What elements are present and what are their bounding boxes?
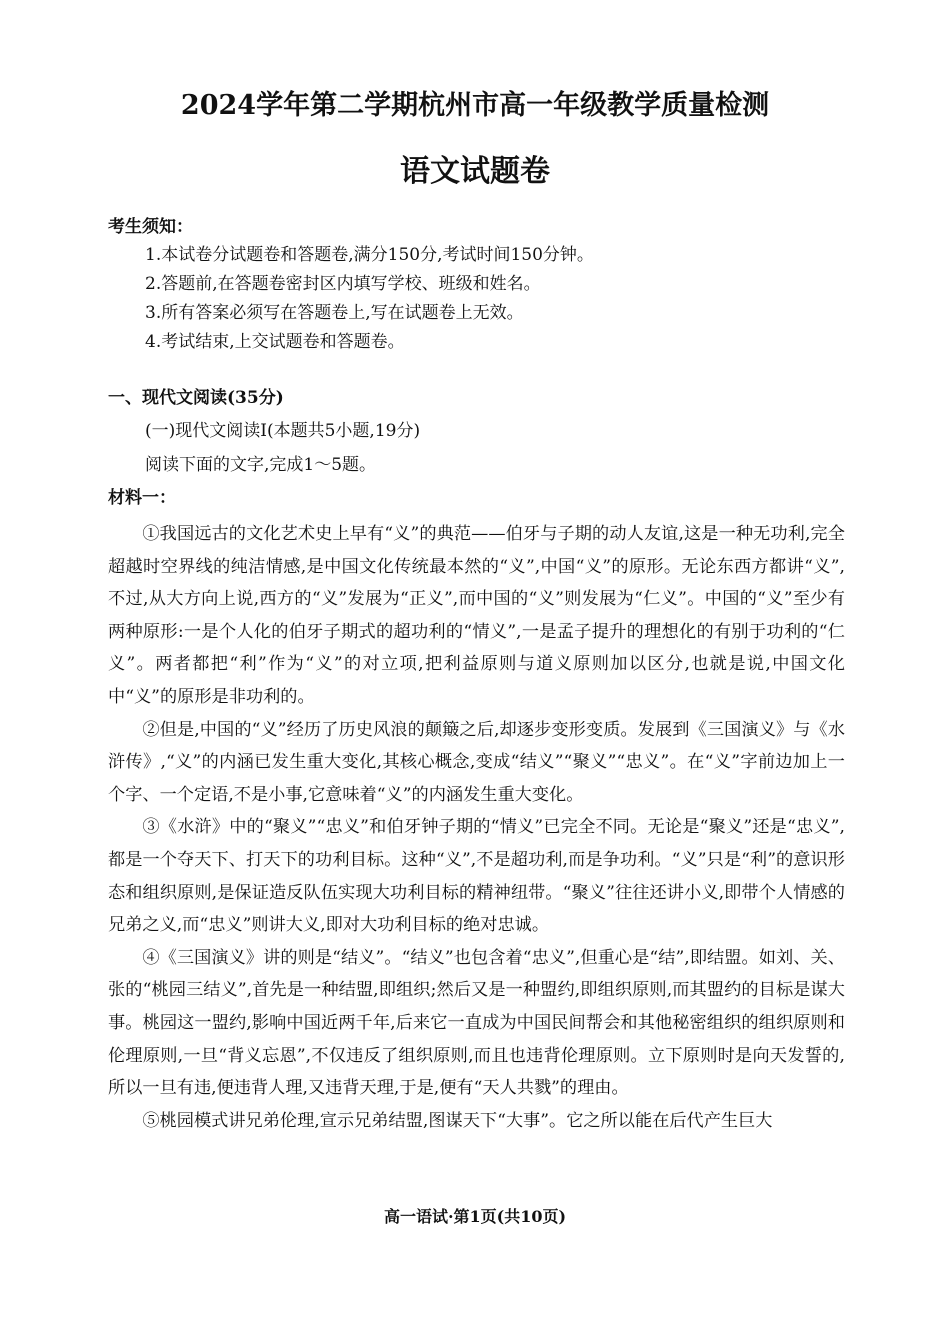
passage-paragraph: ①我国远古的文化艺术史上早有“义”的典范——伯牙与子期的动人友谊,这是一种无功利,完全超越时空界线的纯洁情感,是中国文化传统最本然的“义”,中国“义”的原形。无论东西方都讲“义”,不过,从大方向上说,西方的“义”发展为“正义”,而中国的“义”则发展为“仁义”。中国的“义”至少有两种原形:一是个人化的伯牙子期式的超功利的“情义”,一是孟子提升的理想化的有别于功利的“仁义”。两者都把“利”作为“义”的对立项,把利益原则与道义原则加以区分,也就是说,中国文化中“义”的原形是非功利的。 bbox=[108, 524, 845, 707]
section-instruction: 阅读下面的文字,完成1～5题。 bbox=[145, 455, 377, 475]
passage-paragraph: ②但是,中国的“义”经历了历史风浪的颠簸之后,却逐步变形变质。发展到《三国演义》与《水浒传》,“义”的内涵已发生重大变化,其核心概念,变成“结义”“聚义”“忠义”。在“义”字前边加上一个字、一个定语,不是小事,它意味着“义”的内涵发生重大变化。 bbox=[108, 719, 845, 805]
notice-item: 3.所有答案必须写在答题卷上,写在试题卷上无效。 bbox=[145, 303, 524, 323]
passage-paragraph: ⑤桃园模式讲兄弟伦理,宣示兄弟结盟,图谋天下“大事”。它之所以能在后代产生巨大 bbox=[142, 1110, 773, 1131]
notice-heading: 考生须知： bbox=[108, 217, 193, 237]
passage-paragraph: ③《水浒》中的“聚义”“忠义”和伯牙钟子期的“情义”已完全不同。无论是“聚义”还是“忠义”,都是一个夺天下、打天下的功利目标。这种“义”,不是超功利,而是争功利。“义”只是“利”的意识形态和组织原则,是保证造反队伍实现大功利目标的精神纽带。“聚义”往往还讲小义,即带个人情感的兄弟之义,而“忠义”则讲大义,即对大功利目标的绝对忠诚。 bbox=[108, 817, 845, 936]
page-footer: 高一语试·第1页(共10页) bbox=[383, 1207, 567, 1226]
passage-paragraph: ④《三国演义》讲的则是“结义”。“结义”也包含着“忠义”,但重心是“结”,即结盟。如刘、关、张的“桃园三结义”,首先是一种结盟,即组织;然后又是一种盟约,即组织原则,而其盟约的目标是谋大事。桃园这一盟约,影响中国近两千年,后来它一直成为中国民间帮会和其他秘密组织的组织原则和伦理原则,一旦“背义忘恩”,不仅违反了组织原则,而且也违背伦理原则。立下原则时是向天发誓的,所以一旦有违,便违背人理,又违背天理,于是,便有“天人共戮”的理由。 bbox=[108, 947, 845, 1099]
section-subtitle: (一)现代文阅读Ⅰ(本题共5小题,19分) bbox=[145, 421, 421, 441]
reading-passage bbox=[108, 518, 845, 1137]
notice-item: 4.考试结束,上交试题卷和答题卷。 bbox=[145, 332, 405, 352]
exam-title: 2024学年第二学期杭州市高一年级教学质量检测 bbox=[180, 90, 770, 121]
exam-subtitle: 语文试题卷 bbox=[400, 154, 550, 189]
material-label: 材料一： bbox=[108, 488, 176, 508]
notice-item: 1.本试卷分试题卷和答题卷,满分150分,考试时间150分钟。 bbox=[145, 245, 594, 265]
section-title: 一、现代文阅读(35分) bbox=[108, 388, 284, 408]
notice-list bbox=[145, 241, 594, 357]
notice-item: 2.答题前,在答题卷密封区内填写学校、班级和姓名。 bbox=[145, 274, 541, 294]
